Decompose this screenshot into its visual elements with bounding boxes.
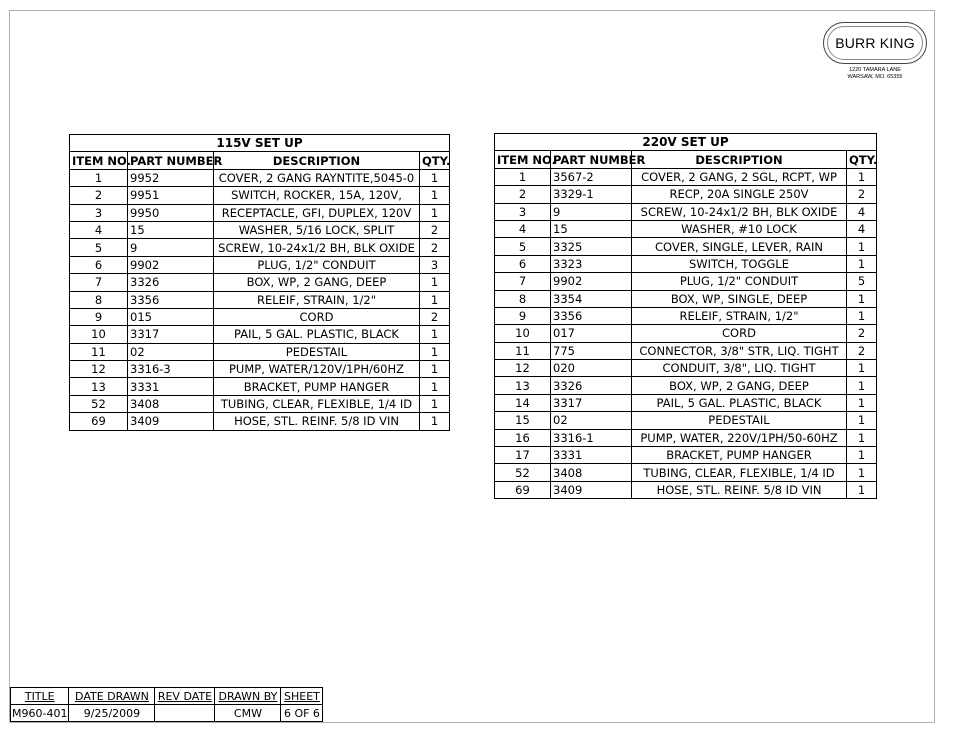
cell-item-no: 10 xyxy=(495,325,551,342)
header-part-number: PART NUMBER xyxy=(128,152,214,169)
table-row xyxy=(70,291,450,308)
cell-item-no: 5 xyxy=(70,239,128,256)
cell-description: BRACKET, PUMP HANGER xyxy=(214,378,420,395)
cell-part-number: 3354 xyxy=(551,290,632,307)
cell-qty: 1 xyxy=(420,361,450,378)
title-block-sheet-value: 6 OF 6 xyxy=(281,705,323,722)
cell-description: BOX, WP, 2 GANG, DEEP xyxy=(214,274,420,291)
title-block xyxy=(10,687,323,722)
cell-qty: 1 xyxy=(420,291,450,308)
table-row xyxy=(495,429,877,446)
cell-part-number: 15 xyxy=(128,221,214,238)
cell-part-number: 3326 xyxy=(551,377,632,394)
cell-qty: 4 xyxy=(847,220,877,237)
cell-item-no: 1 xyxy=(70,169,128,186)
title-block-header-date-drawn: DATE DRAWN xyxy=(69,688,155,705)
parts-table-115v xyxy=(69,134,450,431)
cell-item-no: 9 xyxy=(70,308,128,325)
cell-description: RECEPTACLE, GFI, DUPLEX, 120V xyxy=(214,204,420,221)
cell-part-number: 3316-3 xyxy=(128,361,214,378)
cell-part-number: 9902 xyxy=(551,273,632,290)
header-description: DESCRIPTION xyxy=(632,151,847,168)
title-block-header-drawn-by: DRAWN BY xyxy=(215,688,281,705)
cell-part-number: 3331 xyxy=(551,447,632,464)
table-row xyxy=(70,413,450,430)
cell-item-no: 13 xyxy=(495,377,551,394)
cell-part-number: 3317 xyxy=(128,326,214,343)
cell-description: COVER, 2 GANG, 2 SGL, RCPT, WP xyxy=(632,168,847,185)
cell-item-no: 1 xyxy=(495,168,551,185)
cell-part-number: 9951 xyxy=(128,187,214,204)
table-row xyxy=(70,343,450,360)
cell-description: PLUG, 1/2" CONDUIT xyxy=(214,256,420,273)
cell-description: SCREW, 10-24x1/2 BH, BLK OXIDE xyxy=(632,203,847,220)
burr-king-logo xyxy=(823,22,927,64)
cell-item-no: 12 xyxy=(495,360,551,377)
cell-part-number: 9 xyxy=(128,239,214,256)
cell-part-number: 3316-1 xyxy=(551,429,632,446)
cell-qty: 1 xyxy=(420,274,450,291)
cell-description: COVER, 2 GANG RAYNTITE,5045-0 xyxy=(214,169,420,186)
cell-item-no: 11 xyxy=(70,343,128,360)
table-row xyxy=(70,274,450,291)
cell-qty: 2 xyxy=(420,308,450,325)
table-row xyxy=(495,220,877,237)
cell-part-number: 3326 xyxy=(128,274,214,291)
cell-item-no: 3 xyxy=(495,203,551,220)
cell-item-no: 11 xyxy=(495,342,551,359)
table-row xyxy=(70,187,450,204)
table-row xyxy=(495,377,877,394)
cell-item-no: 52 xyxy=(495,464,551,481)
cell-part-number: 9950 xyxy=(128,204,214,221)
header-part-number: PART NUMBER xyxy=(551,151,632,168)
cell-item-no: 9 xyxy=(495,307,551,324)
table-row xyxy=(495,290,877,307)
table-row xyxy=(495,307,877,324)
table-row xyxy=(70,169,450,186)
cell-qty: 1 xyxy=(847,290,877,307)
header-description: DESCRIPTION xyxy=(214,152,420,169)
header-qty: QTY. xyxy=(420,152,450,169)
cell-description: CORD xyxy=(214,308,420,325)
cell-qty: 3 xyxy=(420,256,450,273)
table-row xyxy=(495,412,877,429)
cell-qty: 1 xyxy=(847,255,877,272)
table-row xyxy=(495,238,877,255)
cell-item-no: 8 xyxy=(70,291,128,308)
cell-description: COVER, SINGLE, LEVER, RAIN xyxy=(632,238,847,255)
table-row xyxy=(495,168,877,185)
cell-description: CONNECTOR, 3/8" STR, LIQ. TIGHT xyxy=(632,342,847,359)
cell-qty: 1 xyxy=(420,395,450,412)
cell-qty: 1 xyxy=(847,394,877,411)
cell-description: PUMP, WATER/120V/1PH/60HZ xyxy=(214,361,420,378)
cell-item-no: 5 xyxy=(495,238,551,255)
cell-part-number: 3323 xyxy=(551,255,632,272)
cell-qty: 1 xyxy=(420,343,450,360)
cell-item-no: 6 xyxy=(495,255,551,272)
title-block-header-sheet: SHEET xyxy=(281,688,323,705)
cell-part-number: 02 xyxy=(551,412,632,429)
cell-description: BOX, WP, SINGLE, DEEP xyxy=(632,290,847,307)
cell-part-number: 3329-1 xyxy=(551,186,632,203)
table-row xyxy=(495,255,877,272)
cell-description: PLUG, 1/2" CONDUIT xyxy=(632,273,847,290)
cell-item-no: 17 xyxy=(495,447,551,464)
cell-qty: 2 xyxy=(420,221,450,238)
table-row xyxy=(495,464,877,481)
cell-description: CORD xyxy=(632,325,847,342)
cell-qty: 1 xyxy=(847,429,877,446)
parts-table-220v xyxy=(494,133,877,499)
cell-part-number: 3356 xyxy=(128,291,214,308)
company-address xyxy=(820,67,930,81)
table-row xyxy=(70,308,450,325)
table-row xyxy=(70,204,450,221)
table-row xyxy=(70,326,450,343)
cell-item-no: 13 xyxy=(70,378,128,395)
cell-description: WASHER, 5/16 LOCK, SPLIT xyxy=(214,221,420,238)
cell-description: PEDESTAIL xyxy=(214,343,420,360)
cell-qty: 2 xyxy=(847,342,877,359)
cell-part-number: 9952 xyxy=(128,169,214,186)
table-title-220v: 220V SET UP xyxy=(495,134,877,151)
cell-description: SWITCH, ROCKER, 15A, 120V, xyxy=(214,187,420,204)
cell-part-number: 015 xyxy=(128,308,214,325)
cell-description: RELEIF, STRAIN, 1/2" xyxy=(632,307,847,324)
table-row xyxy=(495,273,877,290)
cell-qty: 1 xyxy=(420,378,450,395)
table-title-115v: 115V SET UP xyxy=(70,135,450,152)
table-row xyxy=(70,256,450,273)
cell-part-number: 3408 xyxy=(551,464,632,481)
table-row xyxy=(495,342,877,359)
title-block-rev-date-value xyxy=(155,705,215,722)
cell-description: CONDUIT, 3/8", LIQ. TIGHT xyxy=(632,360,847,377)
cell-qty: 1 xyxy=(420,413,450,430)
cell-description: BRACKET, PUMP HANGER xyxy=(632,447,847,464)
cell-part-number: 3325 xyxy=(551,238,632,255)
cell-part-number: 3409 xyxy=(551,481,632,498)
cell-item-no: 2 xyxy=(70,187,128,204)
cell-description: RELEIF, STRAIN, 1/2" xyxy=(214,291,420,308)
cell-description: HOSE, STL. REINF. 5/8 ID VIN xyxy=(214,413,420,430)
cell-part-number: 3331 xyxy=(128,378,214,395)
cell-qty: 1 xyxy=(847,238,877,255)
cell-item-no: 15 xyxy=(495,412,551,429)
title-block-drawn-by-value: CMW xyxy=(215,705,281,722)
header-qty: QTY. xyxy=(847,151,877,168)
cell-item-no: 10 xyxy=(70,326,128,343)
cell-item-no: 7 xyxy=(495,273,551,290)
cell-description: HOSE, STL. REINF. 5/8 ID VIN xyxy=(632,481,847,498)
cell-description: TUBING, CLEAR, FLEXIBLE, 1/4 ID xyxy=(632,464,847,481)
cell-description: SWITCH, TOGGLE xyxy=(632,255,847,272)
cell-item-no: 16 xyxy=(495,429,551,446)
cell-qty: 1 xyxy=(847,360,877,377)
cell-description: SCREW, 10-24x1/2 BH, BLK OXIDE xyxy=(214,239,420,256)
table-row xyxy=(495,325,877,342)
cell-part-number: 3317 xyxy=(551,394,632,411)
cell-item-no: 3 xyxy=(70,204,128,221)
table-row xyxy=(495,481,877,498)
cell-item-no: 14 xyxy=(495,394,551,411)
cell-part-number: 15 xyxy=(551,220,632,237)
logo-name: BURR KING xyxy=(835,35,915,51)
title-block-date-drawn-value: 9/25/2009 xyxy=(69,705,155,722)
table-row xyxy=(70,361,450,378)
cell-item-no: 7 xyxy=(70,274,128,291)
cell-part-number: 3408 xyxy=(128,395,214,412)
cell-qty: 2 xyxy=(847,186,877,203)
table-row xyxy=(70,221,450,238)
cell-description: TUBING, CLEAR, FLEXIBLE, 1/4 ID xyxy=(214,395,420,412)
table-row xyxy=(495,447,877,464)
table-row xyxy=(495,186,877,203)
cell-part-number: 020 xyxy=(551,360,632,377)
cell-item-no: 12 xyxy=(70,361,128,378)
table-row xyxy=(495,203,877,220)
header-item-no: ITEM NO. xyxy=(495,151,551,168)
cell-item-no: 6 xyxy=(70,256,128,273)
cell-qty: 1 xyxy=(420,204,450,221)
cell-item-no: 69 xyxy=(70,413,128,430)
cell-qty: 4 xyxy=(847,203,877,220)
cell-description: PAIL, 5 GAL. PLASTIC, BLACK xyxy=(632,394,847,411)
cell-description: WASHER, #10 LOCK xyxy=(632,220,847,237)
cell-description: PUMP, WATER, 220V/1PH/50-60HZ xyxy=(632,429,847,446)
cell-item-no: 8 xyxy=(495,290,551,307)
title-block-header-title: TITLE xyxy=(11,688,69,705)
cell-qty: 1 xyxy=(847,447,877,464)
cell-part-number: 9902 xyxy=(128,256,214,273)
title-block-title-value: M960-401 xyxy=(12,706,68,720)
cell-qty: 1 xyxy=(847,412,877,429)
cell-description: PEDESTAIL xyxy=(632,412,847,429)
cell-qty: 1 xyxy=(847,307,877,324)
table-row xyxy=(495,394,877,411)
cell-item-no: 52 xyxy=(70,395,128,412)
cell-qty: 1 xyxy=(847,481,877,498)
cell-qty: 1 xyxy=(847,377,877,394)
cell-qty: 5 xyxy=(847,273,877,290)
address-line-2: WARSAW, MO. 65355 xyxy=(847,74,903,80)
cell-part-number: 017 xyxy=(551,325,632,342)
cell-description: BOX, WP, 2 GANG, DEEP xyxy=(632,377,847,394)
table-row xyxy=(495,360,877,377)
cell-qty: 1 xyxy=(420,326,450,343)
cell-description: PAIL, 5 GAL. PLASTIC, BLACK xyxy=(214,326,420,343)
title-block-header-rev-date: REV DATE xyxy=(155,688,215,705)
table-row xyxy=(70,378,450,395)
cell-item-no: 2 xyxy=(495,186,551,203)
cell-item-no: 69 xyxy=(495,481,551,498)
cell-qty: 2 xyxy=(420,239,450,256)
table-row xyxy=(70,239,450,256)
cell-qty: 1 xyxy=(420,169,450,186)
cell-part-number: 02 xyxy=(128,343,214,360)
cell-qty: 2 xyxy=(847,325,877,342)
cell-part-number: 9 xyxy=(551,203,632,220)
cell-part-number: 3356 xyxy=(551,307,632,324)
cell-part-number: 3409 xyxy=(128,413,214,430)
table-row xyxy=(70,395,450,412)
cell-qty: 1 xyxy=(847,168,877,185)
cell-part-number: 775 xyxy=(551,342,632,359)
cell-description: RECP, 20A SINGLE 250V xyxy=(632,186,847,203)
cell-qty: 1 xyxy=(420,187,450,204)
cell-qty: 1 xyxy=(847,464,877,481)
address-line-1: 1220 TAMARA LANE xyxy=(849,67,901,73)
cell-part-number: 3567-2 xyxy=(551,168,632,185)
cell-item-no: 4 xyxy=(495,220,551,237)
header-item-no: ITEM NO. xyxy=(70,152,128,169)
cell-item-no: 4 xyxy=(70,221,128,238)
